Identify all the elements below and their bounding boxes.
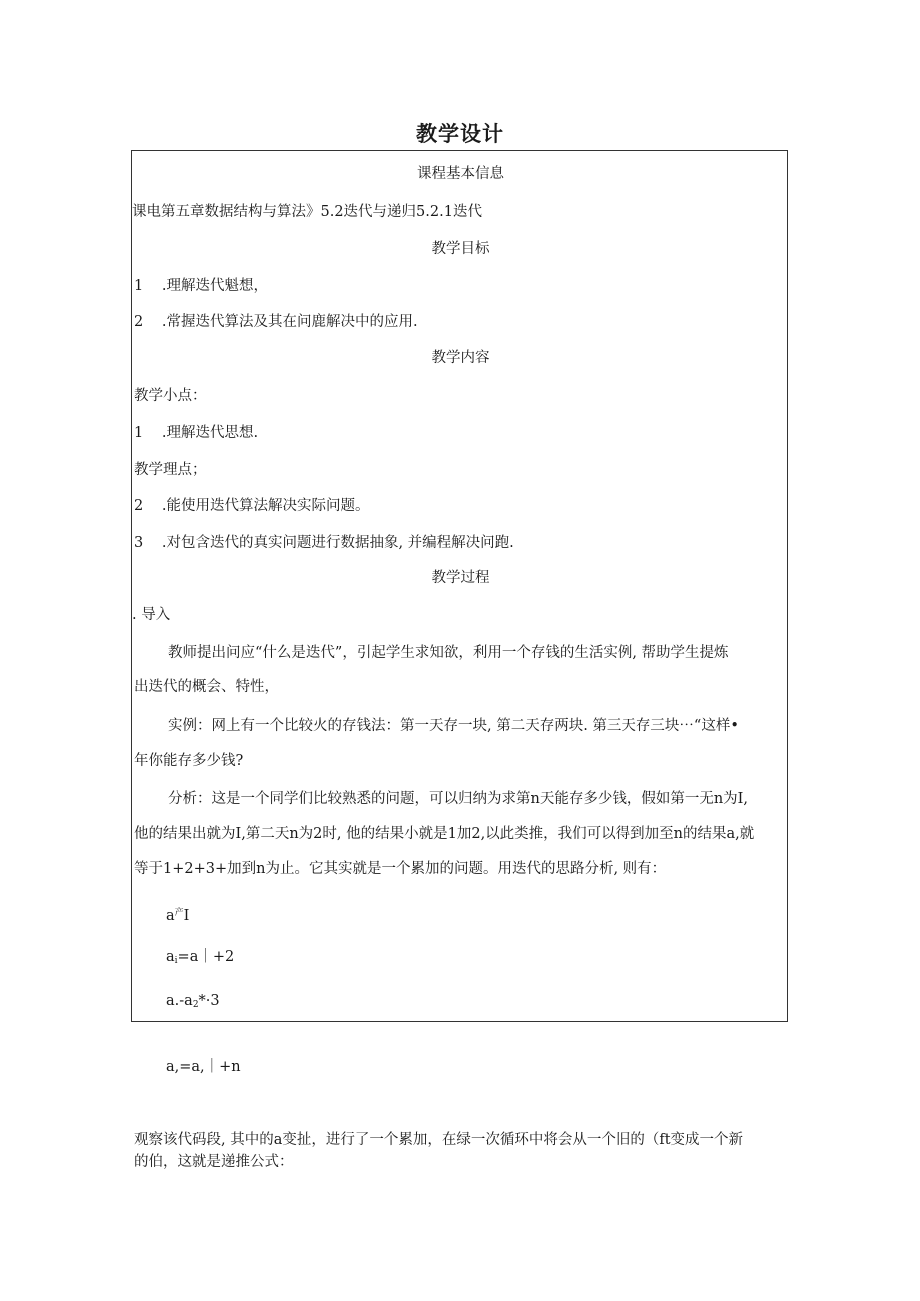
lesson-table <box>131 150 788 1022</box>
goal-number: 1 <box>134 278 144 294</box>
difficult-point-item-2 <box>134 497 369 515</box>
key-point-number: 1 <box>134 425 144 441</box>
goal-text: .常握迭代算法及其在问鹿解决中的应用. <box>161 314 418 330</box>
formula-3: $a.-a_2*\cdot 3$ <box>166 993 220 1010</box>
difficult-point-text: .对包含迭代的真实问题进行数据抽象, 并编程解决问跑. <box>161 535 514 551</box>
document-title: 教学设计 <box>416 122 504 146</box>
heading-goals: 教学目标 <box>431 241 490 257</box>
para2-line1: 实例：网上有一个比较火的存钱法：第一天存一块, 第二天存两块. 第三天存三块⋯“这样• <box>168 718 739 734</box>
difficult-point-number: 2 <box>134 498 144 514</box>
para1-line2: 出迭代的概会、特性， <box>134 679 279 695</box>
formula-2: $a_i=a|+2$ <box>166 949 235 966</box>
after-para-line1: 观察该代码段, 其中的a变扯，进行了一个累加，在绿一次循环中将会从一个旧的（ft变成一个新 <box>134 1132 744 1148</box>
goal-item-1 <box>134 277 268 295</box>
key-points-label: 教学小点： <box>134 388 207 404</box>
para3-line2: 他的结果出就为I,第二天n为2时, 他的结果小就是1加2,以此类推，我们可以得到加至n的结果a,就 <box>134 826 755 842</box>
goal-text: .理解迭代魁想， <box>161 278 268 294</box>
para3-line3: 等于1+2+3+加到n为止。它其实就是一个累加的问题。用迭代的思路分析, 则有： <box>134 861 667 877</box>
difficult-points-label: 教学理点； <box>134 462 207 478</box>
heading-process: 教学过程 <box>431 570 490 586</box>
course-info: 课电第五章数据结构与算法》5.2迭代与递归5.2.1迭代 <box>132 204 482 220</box>
formula-4: a,=a,｜+n <box>166 1059 241 1075</box>
para3-line1: 分析：这是一个同学们比较熟悉的问题，可以归纳为求第n天能存多少钱，假如第一无n为I, <box>168 791 749 807</box>
difficult-point-number: 3 <box>134 535 144 551</box>
difficult-point-item-3 <box>134 534 514 552</box>
goal-number: 2 <box>134 314 144 330</box>
heading-basic-info: 课程基本信息 <box>417 166 504 182</box>
after-para-line2: 的伯，这就是递推公式： <box>134 1154 294 1170</box>
intro-label: . 导入 <box>132 607 171 623</box>
para2-line2: 年你能存多少钱? <box>134 753 244 769</box>
heading-content: 教学内容 <box>431 350 490 366</box>
formula-1: $a^产I$ <box>166 908 190 924</box>
para1-line1: 教师提出问应“什么是迭代”，引起学生求知欲，利用一个存钱的生活实例, 帮助学生提炼 <box>168 645 729 661</box>
key-point-item <box>134 424 258 442</box>
key-point-text: .理解迭代思想. <box>161 425 259 441</box>
goal-item-2 <box>134 313 418 331</box>
difficult-point-text: .能使用迭代算法解决实际问题。 <box>161 498 370 514</box>
